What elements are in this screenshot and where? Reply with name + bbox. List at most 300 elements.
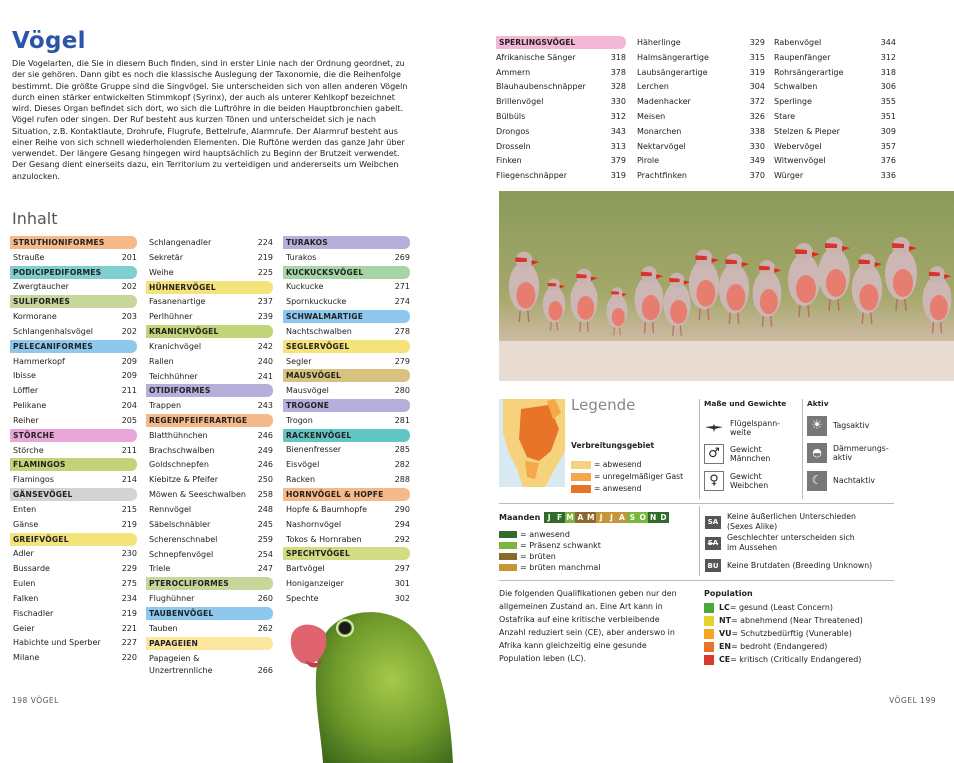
population-lc: LC = gesund (Least Concern)	[704, 602, 833, 613]
entry-name: Schwalben	[774, 82, 818, 92]
index-entry[interactable]	[774, 95, 896, 110]
entry-name: Finken	[496, 156, 522, 166]
section-header: TROGONE	[283, 399, 410, 412]
month-cell: J	[606, 512, 616, 523]
entry-page: 250	[257, 475, 273, 485]
entry-page: 247	[257, 564, 273, 574]
index-entry[interactable]	[283, 503, 410, 518]
entry-name: Pirole	[637, 156, 660, 166]
entry-name: Racken	[286, 475, 316, 485]
index-column-3	[774, 36, 896, 184]
entry-page: 319	[749, 67, 765, 77]
entry-name: Blatthühnchen	[149, 430, 208, 440]
entry-page: 278	[394, 326, 410, 336]
entry-page: 344	[880, 38, 896, 47]
entry-name: Kormorane	[13, 312, 57, 322]
section-header: REGENPFEIFERARTIGE	[146, 414, 273, 427]
index-entry[interactable]	[146, 429, 273, 444]
entry-page: 315	[749, 52, 765, 62]
index-entry[interactable]	[496, 110, 626, 125]
index-entry[interactable]	[283, 384, 410, 399]
entry-name: Reiher	[13, 415, 39, 425]
toc-column-1	[10, 236, 137, 666]
entry-page: 370	[749, 171, 765, 181]
status-square-vu	[704, 629, 714, 639]
section-header: HORNVÖGEL & HOPFE	[283, 488, 410, 501]
index-entry[interactable]	[637, 66, 765, 81]
index-entry[interactable]	[774, 51, 896, 66]
measures-title: Maße und Gewichte	[704, 399, 787, 408]
index-entry[interactable]	[10, 355, 137, 370]
entry-page: 211	[121, 386, 137, 396]
index-entry[interactable]	[146, 548, 273, 563]
entry-name: Brachschwalben	[149, 445, 215, 455]
index-entry[interactable]	[10, 325, 137, 340]
entry-page: 201	[121, 252, 137, 262]
entry-name: Möwen & Seeschwalben	[149, 490, 246, 500]
entry-page: 312	[610, 111, 626, 121]
index-entry[interactable]	[774, 110, 896, 125]
month-cell: A	[575, 512, 585, 523]
divider	[699, 506, 700, 576]
entry-name: Häherlinge	[637, 38, 681, 47]
divider	[699, 399, 700, 499]
entry-page: 357	[880, 141, 896, 151]
index-entry[interactable]	[10, 562, 137, 577]
entry-name: Segler	[286, 356, 312, 366]
index-entry[interactable]	[10, 636, 137, 651]
entry-page: 301	[394, 578, 410, 588]
entry-name: Goldschnepfen	[149, 460, 209, 470]
population-ce: CE = kritisch (Critically Endangered)	[704, 654, 861, 665]
entry-name: Eulen	[13, 579, 36, 589]
entry-page: 285	[394, 445, 410, 455]
entry-name: Habichte und Sperber	[13, 638, 101, 648]
breeding-unknown-badge: BU	[705, 559, 721, 572]
index-entry[interactable]	[774, 154, 896, 169]
entry-page: 329	[749, 38, 765, 47]
section-header: STÖRCHE	[10, 429, 137, 442]
month-state-present: = anwesend	[499, 529, 570, 540]
index-entry[interactable]	[496, 125, 626, 140]
section-header: MAUSVÖGEL	[283, 369, 410, 382]
sun-icon: ☀	[807, 416, 827, 436]
page-number-right: VÖGEL 199	[889, 696, 936, 705]
index-entry[interactable]	[10, 280, 137, 295]
male-weight-item: ♂ Gewicht Männchen	[704, 444, 770, 464]
index-entry[interactable]	[10, 369, 137, 384]
month-cell: J	[544, 512, 554, 523]
entry-name: Geier	[13, 623, 35, 633]
entry-name: Prachtfinken	[637, 171, 687, 181]
index-entry[interactable]	[10, 399, 137, 414]
entry-page: 239	[257, 312, 273, 322]
entry-page: 351	[880, 111, 896, 121]
entry-page: 288	[394, 475, 410, 485]
entry-name: Witwenvögel	[774, 156, 826, 166]
entry-page: 258	[257, 490, 273, 500]
index-entry[interactable]	[283, 518, 410, 533]
entry-name: Stelzen & Pieper	[774, 126, 840, 136]
index-entry[interactable]	[283, 414, 410, 429]
index-entry[interactable]	[146, 266, 273, 281]
entry-name: Drosseln	[496, 141, 531, 151]
entry-page: 234	[121, 593, 137, 603]
entry-name: Flamingos	[13, 475, 54, 485]
entry-name: Madenhacker	[637, 97, 691, 107]
entry-name: Honiganzeiger	[286, 578, 344, 588]
entry-name: Spechte	[286, 593, 319, 603]
entry-page: 266	[257, 666, 273, 676]
index-entry[interactable]	[146, 340, 273, 355]
section-header: KRANICHVÖGEL	[146, 325, 273, 338]
entry-page: 290	[394, 504, 410, 514]
entry-name: Bartvögel	[286, 564, 325, 574]
entry-name: Lerchen	[637, 82, 669, 92]
index-entry[interactable]	[283, 443, 410, 458]
entry-name: Falken	[13, 593, 39, 603]
section-header: SCHWALMARTIGE	[283, 310, 410, 323]
swatch-irregular	[571, 473, 591, 481]
index-entry[interactable]	[496, 95, 626, 110]
population-nt: NT = abnehmend (Near Threatened)	[704, 615, 863, 626]
swatch-absent	[571, 461, 591, 469]
status-square-lc	[704, 603, 714, 613]
month-cell: S	[627, 512, 637, 523]
index-entry[interactable]	[146, 503, 273, 518]
entry-page: 292	[394, 534, 410, 544]
entry-name: Rabenvögel	[774, 38, 822, 47]
index-entry[interactable]	[496, 51, 626, 66]
entry-page: 312	[880, 52, 896, 62]
month-cell: N	[648, 512, 658, 523]
entry-page: 260	[257, 594, 273, 604]
entry-page: 379	[610, 156, 626, 166]
entry-name: Perlhühner	[149, 312, 193, 322]
contents-title: Inhalt	[12, 209, 58, 228]
month-cell: D	[658, 512, 668, 523]
birds-photo	[499, 191, 954, 381]
section-header: PTEROCLIFORMES	[146, 577, 273, 590]
index-entry[interactable]	[146, 488, 273, 503]
index-entry[interactable]	[146, 622, 273, 637]
entry-page: 246	[257, 460, 273, 470]
entry-page: 378	[610, 67, 626, 77]
entry-page: 224	[257, 238, 273, 247]
entry-page: 237	[257, 297, 273, 307]
index-entry[interactable]	[283, 295, 410, 310]
entry-page: 204	[121, 401, 137, 411]
entry-name: Zwergtaucher	[13, 282, 69, 292]
index-entry[interactable]	[146, 251, 273, 266]
index-entry[interactable]	[146, 236, 273, 251]
index-column-2	[637, 36, 765, 184]
page-title: Vögel	[12, 28, 86, 54]
africa-map	[499, 399, 565, 487]
entry-page: 330	[610, 97, 626, 107]
entry-name: Scherenschnabel	[149, 534, 218, 544]
entry-page: 271	[394, 282, 410, 292]
entry-name: Ammern	[496, 67, 531, 77]
entry-page: 274	[394, 297, 410, 307]
index-entry[interactable]	[10, 414, 137, 429]
entry-name: Trogon	[286, 415, 313, 425]
month-cell: M	[587, 513, 595, 522]
index-entry[interactable]	[146, 355, 273, 370]
index-entry[interactable]	[496, 154, 626, 169]
entry-name: Stare	[774, 111, 796, 121]
index-entry[interactable]	[637, 154, 765, 169]
parrot-photo	[283, 598, 458, 763]
entry-page: 262	[257, 623, 273, 633]
index-entry[interactable]	[146, 370, 273, 385]
section-header: TAUBENVÖGEL	[146, 607, 273, 620]
index-entry[interactable]	[10, 251, 137, 266]
entry-page: 209	[121, 356, 137, 366]
entry-name: Enten	[13, 504, 37, 514]
section-header: GREIFVÖGEL	[10, 533, 137, 546]
entry-name: Rallen	[149, 356, 174, 366]
index-entry[interactable]	[146, 651, 273, 677]
section-header: GÄNSEVÖGEL	[10, 488, 137, 501]
index-entry[interactable]	[283, 533, 410, 548]
entry-page: 245	[257, 519, 273, 529]
distribution-absent: = abwesend	[571, 459, 641, 470]
index-entry[interactable]	[637, 125, 765, 140]
entry-page: 319	[610, 171, 626, 181]
index-entry[interactable]	[146, 444, 273, 459]
index-entry[interactable]	[637, 140, 765, 155]
index-entry[interactable]	[10, 547, 137, 562]
index-entry[interactable]	[10, 444, 137, 459]
entry-name: Tokos & Hornraben	[286, 534, 362, 544]
index-entry[interactable]	[774, 140, 896, 155]
entry-name: Bienenfresser	[286, 445, 342, 455]
entry-page: 215	[121, 504, 137, 514]
entry-name: Monarchen	[637, 126, 682, 136]
intro-text: Die Vogelarten, die Sie in diesem Buch finden, sind in erster Linie nach der Ordnung geordnet, zu der sie gehören. Dann gibt es noch die klassische Auslegung der Taxonomie, die die Reihenfolge bestimmt. Die größte Gruppe sind die Singvögel. Sie unterscheiden sich von allen anderen Vögeln durch einen stärker entwickelten Stimmkopf (Syrinx), der auch als unterer Kehlkopf bezeichnet wird. Dieses Organ befindet sich dort, wo sich die Luftröhre in die beiden Hauptbronchien gabelt. Vögel rufen oder singen. Der Ruf besteht aus kurzen Tönen und unterscheidet sich je nach Situation, z.B. Kontaktlaute, Drohrufe, Flugrufe, Bettelrufe, Alarmrufe. Der Alarmruf besteht aus einer Reihe von sich schnell wiederholenden Elementen. Die Ruftöne werden das ganze Jahr über verwendet. Der längere Gesang hingegen wird hauptsächlich zu Beginn der Brutzeit verwendet. Der Gesang dient einerseits dazu, ein Territorium zu verteidigen und andererseits um Weibchen anzulocken.	[12, 59, 408, 181]
entry-name: Hammerkopf	[13, 356, 65, 366]
night-active-item: ☾ Nachtaktiv	[807, 471, 875, 491]
entry-name: Sekretär	[149, 252, 183, 262]
female-icon: ♀	[704, 471, 724, 491]
index-entry[interactable]	[496, 169, 626, 184]
entry-page: 246	[257, 430, 273, 440]
index-entry[interactable]	[146, 458, 273, 473]
toc-column-2	[146, 236, 273, 677]
entry-name: Fasanenartige	[149, 297, 206, 307]
section-header: SEGLERVÖGEL	[283, 340, 410, 353]
entry-page: 219	[121, 608, 137, 618]
index-entry[interactable]	[10, 384, 137, 399]
index-entry[interactable]	[10, 518, 137, 533]
entry-name: Kranichvögel	[149, 341, 202, 351]
entry-page: 343	[610, 126, 626, 136]
sexes-differ-item: SA Geschlechter unterscheiden sich im Aussehen	[705, 533, 855, 553]
index-entry[interactable]	[10, 622, 137, 637]
index-entry[interactable]	[10, 473, 137, 488]
entry-page: 355	[880, 97, 896, 107]
entry-name: Weihe	[149, 267, 174, 277]
toc-column-3	[283, 236, 410, 607]
index-entry[interactable]	[146, 592, 273, 607]
index-entry[interactable]	[146, 533, 273, 548]
entry-page: 202	[121, 326, 137, 336]
index-entry[interactable]	[146, 473, 273, 488]
entry-page: 240	[257, 356, 273, 366]
entry-page: 279	[394, 356, 410, 366]
population-en: EN = bedroht (Endangered)	[704, 641, 827, 652]
month-cell: J	[596, 512, 606, 523]
entry-page: 230	[121, 549, 137, 559]
index-entry[interactable]	[146, 399, 273, 414]
male-icon: ♂	[704, 444, 724, 464]
index-entry[interactable]	[283, 355, 410, 370]
entry-page: 372	[749, 97, 765, 107]
entry-page: 242	[257, 341, 273, 351]
entry-name: Blauhaubenschnäpper	[496, 82, 586, 92]
entry-page: 227	[121, 638, 137, 648]
population-vu: VU = Schutzbedürftig (Vunerable)	[704, 628, 852, 639]
index-entry[interactable]	[146, 310, 273, 325]
index-entry[interactable]	[10, 310, 137, 325]
index-entry[interactable]	[637, 169, 765, 184]
entry-name: Störche	[13, 445, 44, 455]
index-entry[interactable]	[146, 562, 273, 577]
right-page	[477, 0, 954, 763]
index-entry[interactable]	[283, 280, 410, 295]
section-header: SPERLINGSVÖGEL	[496, 36, 626, 49]
entry-page: 309	[880, 126, 896, 136]
entry-page: 221	[121, 623, 137, 633]
index-entry[interactable]	[637, 95, 765, 110]
entry-name: Schlangenadler	[149, 238, 212, 247]
status-square-en	[704, 642, 714, 652]
entry-name: Turakos	[286, 252, 317, 262]
entry-name: Fliegenschnäpper	[496, 171, 568, 181]
index-entry[interactable]	[10, 577, 137, 592]
swatch-month-fluctuating	[499, 542, 517, 549]
entry-name: Trappen	[149, 401, 182, 411]
index-entry[interactable]	[283, 325, 410, 340]
entry-page: 275	[121, 579, 137, 589]
distribution-title: Verbreitungsgebiet	[571, 441, 655, 450]
entry-name: Adler	[13, 549, 34, 559]
index-entry[interactable]	[496, 80, 626, 95]
index-entry[interactable]	[774, 125, 896, 140]
entry-page: 219	[121, 519, 137, 529]
entry-name: Raupenfänger	[774, 52, 831, 62]
section-header: STRUTHIONIFORMES	[10, 236, 137, 249]
entry-name: Nektarvögel	[637, 141, 686, 151]
index-column-1	[496, 36, 626, 184]
index-entry[interactable]	[774, 169, 896, 184]
index-entry[interactable]	[637, 36, 765, 51]
index-entry[interactable]	[774, 66, 896, 81]
section-header: SPECHTVÖGEL	[283, 547, 410, 560]
swatch-month-present	[499, 531, 517, 538]
entry-name: Schlangenhalsvögel	[13, 326, 94, 336]
population-title: Population	[704, 589, 753, 598]
entry-page: 318	[880, 67, 896, 77]
index-entry[interactable]	[283, 562, 410, 577]
entry-name: Bülbüls	[496, 111, 526, 121]
sexes-alike-item: SA Keine äußerlichen Unterschieden (Sexes Alike)	[705, 512, 856, 532]
entry-name: Meisen	[637, 111, 666, 121]
month-cell: M	[566, 513, 574, 522]
twilight-active-item: ◓ Dämmerungs- aktiv	[807, 443, 889, 463]
entry-page: 304	[749, 82, 765, 92]
divider	[802, 399, 803, 499]
index-entry[interactable]	[10, 651, 137, 666]
index-entry[interactable]	[146, 295, 273, 310]
entry-page: 214	[121, 475, 137, 485]
legend-title: Legende	[571, 396, 636, 414]
entry-name: Laubsängerartige	[637, 67, 708, 77]
index-entry[interactable]	[496, 140, 626, 155]
entry-page: 282	[394, 460, 410, 470]
index-entry[interactable]	[283, 251, 410, 266]
month-cell: A	[617, 512, 627, 523]
entry-page: 254	[257, 549, 273, 559]
index-entry[interactable]	[774, 36, 896, 51]
section-header: PAPAGEIEN	[146, 637, 273, 650]
index-entry[interactable]	[10, 607, 137, 622]
section-header: FLAMINGOS	[10, 458, 137, 471]
entry-name: Säbelschnäbler	[149, 519, 211, 529]
entry-page: 205	[121, 415, 137, 425]
entry-page: 219	[257, 252, 273, 262]
section-header: OTIDIFORMES	[146, 384, 273, 397]
index-entry[interactable]	[637, 110, 765, 125]
entry-name: Fischadler	[13, 608, 54, 618]
entry-page: 202	[121, 282, 137, 292]
index-entry[interactable]	[637, 80, 765, 95]
wingspan-icon	[704, 418, 724, 438]
month-cell: O	[639, 513, 646, 522]
index-entry[interactable]	[283, 577, 410, 592]
entry-page: 209	[121, 371, 137, 381]
entry-page: 241	[257, 371, 273, 381]
months-label: Maanden	[499, 513, 541, 522]
swatch-present	[571, 485, 591, 493]
entry-name: Löffler	[13, 386, 39, 396]
entry-page: 281	[394, 415, 410, 425]
entry-name: Mausvögel	[286, 386, 329, 396]
section-header: KUCKUCKSVÖGEL	[283, 266, 410, 279]
entry-page: 313	[610, 141, 626, 151]
entry-name: Afrikanische Sänger	[496, 52, 576, 62]
month-state-breeding: = brüten	[499, 551, 556, 562]
entry-name: Nachtschwalben	[286, 326, 352, 336]
entry-name: Tauben	[149, 623, 178, 633]
entry-name: Ibisse	[13, 371, 36, 381]
index-entry[interactable]	[637, 51, 765, 66]
divider	[499, 580, 894, 581]
index-entry[interactable]	[283, 458, 410, 473]
entry-page: 338	[749, 126, 765, 136]
index-entry[interactable]	[283, 473, 410, 488]
index-entry[interactable]	[496, 66, 626, 81]
sexes-alike-badge: SA	[705, 516, 721, 529]
entry-name: Sperlinge	[774, 97, 812, 107]
index-entry[interactable]	[146, 518, 273, 533]
index-entry[interactable]	[10, 503, 137, 518]
entry-page: 349	[749, 156, 765, 166]
entry-page: 248	[257, 505, 273, 514]
index-entry[interactable]	[774, 80, 896, 95]
index-entry[interactable]	[10, 592, 137, 607]
